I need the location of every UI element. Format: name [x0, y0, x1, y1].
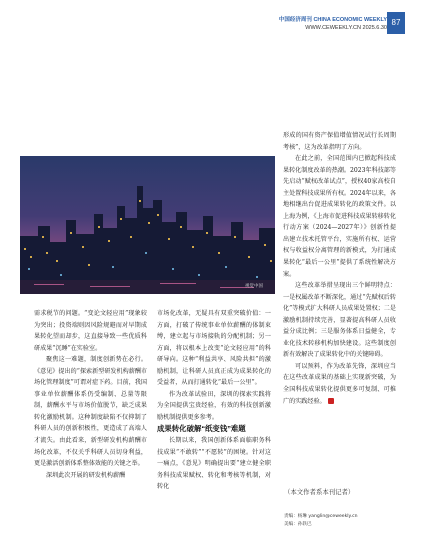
paragraph: 在此之前，全国范围内已掀起科技成果转化制度改革的热潮。2023年科技部等先启动“赋权改革试点”，授权40家高校自主处置科技成果所有权。2024年以来，各地相继出台促进成果转化的政策文件。以上海为例，《上海市促进科技成果转移转化行动方案（2024—2027年）》创新性提出建立技术托管平台，实施所有权、运营权与收益权分离管理的新模式，为打通成果转化“最后一公里”提供了系统性解决方案。 — [283, 155, 397, 278]
paragraph: 作为改革试验田，深圳的探索实践将为全国提供宝贵经验，有效的科技创新激励机制提供更多参考。 — [157, 390, 271, 421]
paragraph-final — [283, 361, 396, 407]
editor-line: 责编：杨琳 yanglin@ceweekly.cn — [284, 514, 358, 519]
city-skyline-image — [20, 156, 275, 294]
editor-credits — [284, 513, 358, 529]
paragraph: 形成的国有资产保值增值情况试行长周期考核”，这为改革指明了方向。 — [283, 132, 396, 151]
designer-line: 美编：孙轶巴 — [284, 522, 312, 527]
website-date: WWW.CEWEEKLY.CN 2025.6.30 — [305, 25, 387, 31]
text-column-1 — [34, 308, 147, 481]
paragraph: 聚焦这一难题，制度创新势在必行。《意见》提出的“探索新型研发机构薪酬市场化管理制度”可谓对症下药。目前，我国事业单位薪酬体系仍受编制、总量等限制，薪酬水平与市场价值脱节，缺乏成果转化激励机制。这种制度缺陷不仅抑制了科研人员的创新积极性，更造成了高端人才流失。由此看来，新型研发机构薪酬市场化改革，不仅关乎科研人员切身利益，更是激活创新体系整体效能的关键之举。 — [34, 356, 147, 468]
paragraph: 需求税节的问题。“变论文轻应用”现象较为突出；投资端则因风险规避而对早期成果转化望而却步，这直接导致一些优质科研成果“沉睡”在实验室。 — [34, 310, 147, 352]
section-subheading: 成果转化破解“纸变钱”难题 — [157, 424, 246, 434]
city-night-photo — [20, 156, 275, 294]
paragraph: 这些改革举措呈现出三个鲜明特点：一是权属改革不断深化，通过“先赋权后转化”等模式扩大科研人员成果处置权；二是激励机制持续完善，显著提高科研人员收益分成比例；三是服务体系日益健全，专业化技术转移机构加快建设。这些制度创新有效解决了成果转化中的关键障碍。 — [283, 282, 396, 359]
paragraph: 长期以来，我国创新体系面临职务科技成果“不敢转”“不愿转”的困境。针对这一痛点，《意见》明确提出要“建立健全职务科技成果赋权、转化和考核等机制，对转化 — [157, 437, 271, 491]
text-column-2 — [157, 308, 271, 493]
page-number: 87 — [387, 12, 405, 34]
paragraph: 市场化改革，无疑具有双重突破价值：一方面，打破了传统事业单位薪酬的体制束缚，建立起与市场接轨的分配机制；另一方面，将以根本上改变“论文轻应用”的科研导向。这种“利益共享、风险共担”的激励机制，让科研人员真正成为成果转化的受益者，从而打通转化“最后一公里”。 — [157, 310, 271, 387]
paragraph: 深圳此次开展的研发机构薪酬 — [46, 471, 126, 479]
magazine-name: 中国经济周刊 CHINA ECONOMIC WEEKLY — [278, 17, 387, 23]
end-mark-icon — [328, 398, 334, 404]
text-column-3 — [283, 130, 396, 407]
photo-credit: 视觉中国 — [245, 283, 263, 288]
running-header — [279, 16, 387, 32]
paragraph-final-text: 可以预料，作为改革先锋，深圳应当在这些改革成果的基础上实现新突破，为全国科技成果转化提供更多可复制、可推广的实践经验。 — [283, 362, 396, 405]
author-note: （本文作者系本刊记者） — [284, 488, 355, 496]
